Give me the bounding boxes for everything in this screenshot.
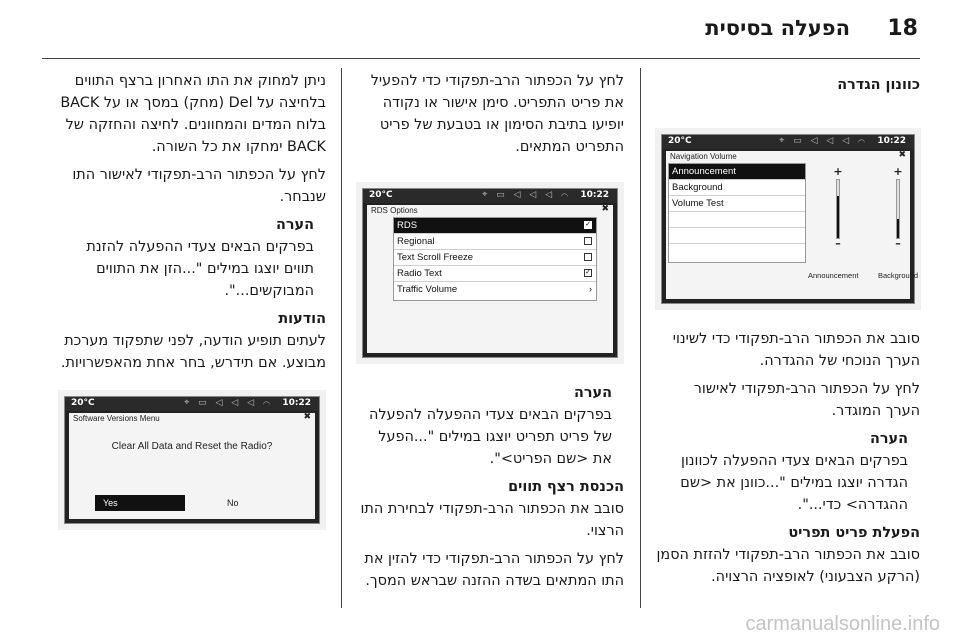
plus-icon: + xyxy=(833,165,843,178)
menu-item-label: Radio Text xyxy=(397,268,442,279)
slider-fill xyxy=(837,196,839,238)
menu-item-radio-text[interactable] xyxy=(394,266,596,282)
clock: 10:22 xyxy=(282,398,311,408)
screen-body xyxy=(69,413,315,519)
menu-item-label: RDS xyxy=(397,220,418,231)
checkbox-icon xyxy=(584,253,592,261)
paragraph: לחץ על הכפתור הרב-תפקודי כדי להפעיל את פריט התפריט. סימן אישור או נקודה יופיעו בתיבת הסימון או בטבעת של פריט התפריט המתאים. xyxy=(370,73,624,155)
page-number: 18 xyxy=(887,16,918,41)
menu-item-empty xyxy=(669,244,805,260)
dialog-question: Clear All Data and Reset the Radio? xyxy=(111,441,273,452)
radio-screen xyxy=(64,396,320,524)
paragraph: סובב את הכפתור הרב-תפקודי להזזת הסמן (הרקע הצבעוני) לאופציה הרצויה. xyxy=(656,547,920,585)
right-column xyxy=(655,70,920,96)
slider-label-background: Background xyxy=(878,271,919,280)
checkbox-icon xyxy=(584,237,592,245)
menu-item-empty xyxy=(669,212,805,228)
paragraph: סובב את הכפתור הרב-תפקודי כדי לשינוי הערך הנוכחי של ההגדרה. xyxy=(672,331,920,369)
checkbox-checked-icon: ✓ xyxy=(585,221,591,228)
menu-item-regional[interactable] xyxy=(394,234,596,250)
slider-track xyxy=(836,179,840,239)
status-bar xyxy=(363,189,617,203)
announcement-slider[interactable] xyxy=(826,167,850,251)
menu-list xyxy=(668,163,806,263)
note-label: הערה xyxy=(275,217,314,233)
screenshot-software-versions xyxy=(58,390,326,530)
status-icons: ⌖ ▭ ◁ ◁ ◁ ⌒ xyxy=(482,190,571,200)
menu-item-text-scroll-freeze[interactable] xyxy=(394,250,596,266)
status-bar xyxy=(662,135,914,149)
radio-screen xyxy=(362,188,618,358)
paragraph: לחץ על הכפתור הרב-תפקודי לאישור התו שנבחר. xyxy=(72,167,326,205)
sub-heading: הכנסת רצף תווים xyxy=(508,479,624,495)
chevron-right-icon: › xyxy=(589,284,592,294)
radio-screen xyxy=(661,134,919,304)
menu-item-volume-test[interactable]: Volume Test xyxy=(669,196,805,212)
sub-heading: הפעלת פריט תפריט xyxy=(788,525,920,541)
note-text: בפרקים הבאים צעדי ההפעלה לכוונון הגדרה יוצגו במילים "...כוונן את <שם ההגדרה> כדי...". xyxy=(680,453,908,513)
menu-title: RDS Options xyxy=(371,206,418,215)
checkbox-checked-icon: ✓ xyxy=(585,269,591,276)
note-text: בפרקים הבאים צעדי ההפעלה להזנת תווים יוצגו במילים "...הזן את התווים המבוקשים...". xyxy=(86,239,314,299)
screen-body xyxy=(666,150,919,299)
right-column-text xyxy=(655,328,920,594)
column-divider-left xyxy=(341,68,342,608)
menu-list xyxy=(393,217,597,301)
minus-icon: – xyxy=(895,237,901,250)
page-header xyxy=(42,14,918,50)
column-divider-right xyxy=(640,68,641,608)
background-slider[interactable] xyxy=(886,167,910,251)
clock: 10:22 xyxy=(580,190,609,200)
close-icon: ✖ xyxy=(898,150,906,160)
sub-heading: הודעות xyxy=(278,311,326,327)
slider-fill xyxy=(897,219,899,238)
section-heading: כוונון הגדרה xyxy=(837,77,920,93)
paragraph: לחץ על הכפתור הרב-תפקודי כדי להזין את התו המתאים בשדה ההזנה שבראש המסך. xyxy=(364,551,624,589)
watermark: carmanualsonline.info xyxy=(745,613,940,635)
menu-item-label: Text Scroll Freeze xyxy=(397,252,474,263)
status-bar xyxy=(65,397,319,411)
menu-item-rds[interactable] xyxy=(394,218,596,234)
yes-button[interactable]: Yes xyxy=(95,495,185,511)
paragraph: לעתים תופיע הודעה, לפני שתפקוד מערכת מבוצע. אם תידרש, בחר אחת מהאפשרויות. xyxy=(60,333,326,371)
status-icons: ⌖ ▭ ◁ ◁ ◁ ⌒ xyxy=(184,398,273,408)
note-label: הערה xyxy=(573,385,612,401)
header-divider xyxy=(42,58,920,59)
clock: 10:22 xyxy=(877,136,906,146)
paragraph: ניתן למחוק את התו האחרון ברצף התווים בלחיצה על Del (מחק) במסך או על BACK בלוח המדים והמחוונים. לחיצה והחזקה של BACK ימחקו את כל השורה. xyxy=(60,73,326,155)
screenshot-rds-options xyxy=(356,182,624,364)
menu-title: Navigation Volume xyxy=(670,152,737,161)
middle-column-text xyxy=(356,382,624,598)
menu-item-announcement[interactable]: Announcement xyxy=(669,164,805,180)
temperature: 20°C xyxy=(668,136,692,146)
plus-icon: + xyxy=(893,165,903,178)
left-column xyxy=(58,70,326,380)
menu-item-traffic-volume[interactable] xyxy=(394,282,596,298)
note-text: בפרקים הבאים צעדי ההפעלה להפעלה של פריט תפריט יוצגו במילים "...הפעל את <שם הפריט>". xyxy=(369,407,612,467)
close-icon: ✖ xyxy=(601,204,609,214)
menu-item-label: Traffic Volume xyxy=(397,284,458,295)
status-icons: ⌖ ▭ ◁ ◁ ◁ ⌒ xyxy=(779,136,868,146)
menu-item-background[interactable]: Background xyxy=(669,180,805,196)
menu-item-label: Regional xyxy=(397,236,435,247)
no-button[interactable]: No xyxy=(227,498,239,508)
temperature: 20°C xyxy=(369,190,393,200)
page-title: הפעלה בסיסית xyxy=(705,16,850,40)
paragraph: סובב את הכפתור הרב-תפקודי לבחירת התו הרצוי. xyxy=(360,501,624,539)
screenshot-navigation-volume xyxy=(655,128,921,310)
paragraph: לחץ על הכפתור הרב-תפקודי לאישור הערך המוגדר. xyxy=(693,381,920,419)
note-label: הערה xyxy=(869,431,908,447)
temperature: 20°C xyxy=(71,398,95,408)
middle-column xyxy=(356,70,624,164)
menu-item-empty xyxy=(669,228,805,244)
minus-icon: – xyxy=(835,237,841,250)
slider-track xyxy=(896,179,900,239)
slider-label-announcement: Announcement xyxy=(808,271,859,280)
close-icon: ✖ xyxy=(303,412,311,422)
menu-title: Software Versions Menu xyxy=(73,414,160,423)
screen-body xyxy=(367,205,613,353)
